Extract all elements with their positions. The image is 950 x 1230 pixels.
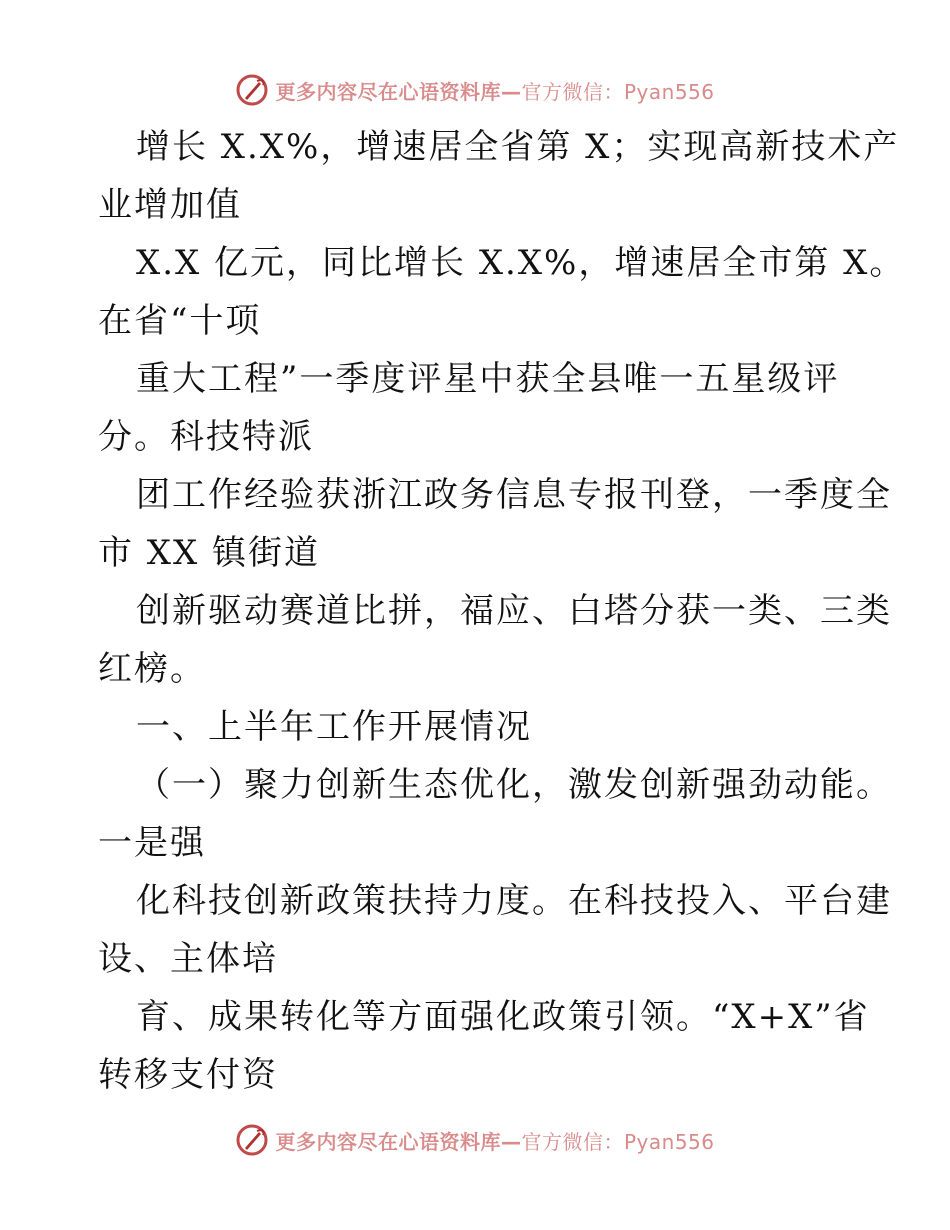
quill-circle-icon bbox=[235, 1123, 269, 1157]
text-line: X.X 亿元，同比增长 X.X%，增速居全市第 X。 bbox=[136, 243, 906, 283]
text-line: 设、主体培 bbox=[98, 939, 278, 979]
watermark-text: 更多内容尽在心语资料库—官方微信：Pyan556 bbox=[275, 1129, 715, 1154]
text-line: 业增加值 bbox=[98, 185, 242, 225]
body-text bbox=[98, 118, 906, 1104]
text-line: 一、上半年工作开展情况 bbox=[136, 707, 532, 747]
text-line: 重大工程”一季度评星中获全县唯一五星级评 bbox=[136, 359, 840, 399]
text-line: 市 XX 镇街道 bbox=[98, 533, 321, 573]
text-line: 在省“十项 bbox=[98, 301, 262, 341]
text-line: 红榜。 bbox=[98, 649, 206, 689]
text-line: 增长 X.X%，增速居全省第 X；实现高新技术产 bbox=[136, 127, 900, 167]
text-line: 转移支付资 bbox=[98, 1055, 278, 1095]
text-line: 团工作经验获浙江政务信息专报刊登，一季度全 bbox=[136, 475, 892, 515]
text-line: 化科技创新政策扶持力度。在科技投入、平台建 bbox=[136, 881, 892, 921]
text-line: 育、成果转化等方面强化政策引领。“X+X”省 bbox=[136, 997, 870, 1037]
text-line: （一）聚力创新生态优化，激发创新强劲动能。 bbox=[136, 765, 892, 805]
text-line: 分。科技特派 bbox=[98, 417, 314, 457]
text-line: 创新驱动赛道比拼，福应、白塔分获一类、三类 bbox=[136, 591, 892, 631]
footer-watermark bbox=[0, 1118, 950, 1162]
header-watermark bbox=[0, 68, 950, 112]
quill-circle-icon bbox=[235, 73, 269, 107]
text-line: 一是强 bbox=[98, 823, 206, 863]
watermark-text: 更多内容尽在心语资料库—官方微信：Pyan556 bbox=[275, 79, 715, 104]
